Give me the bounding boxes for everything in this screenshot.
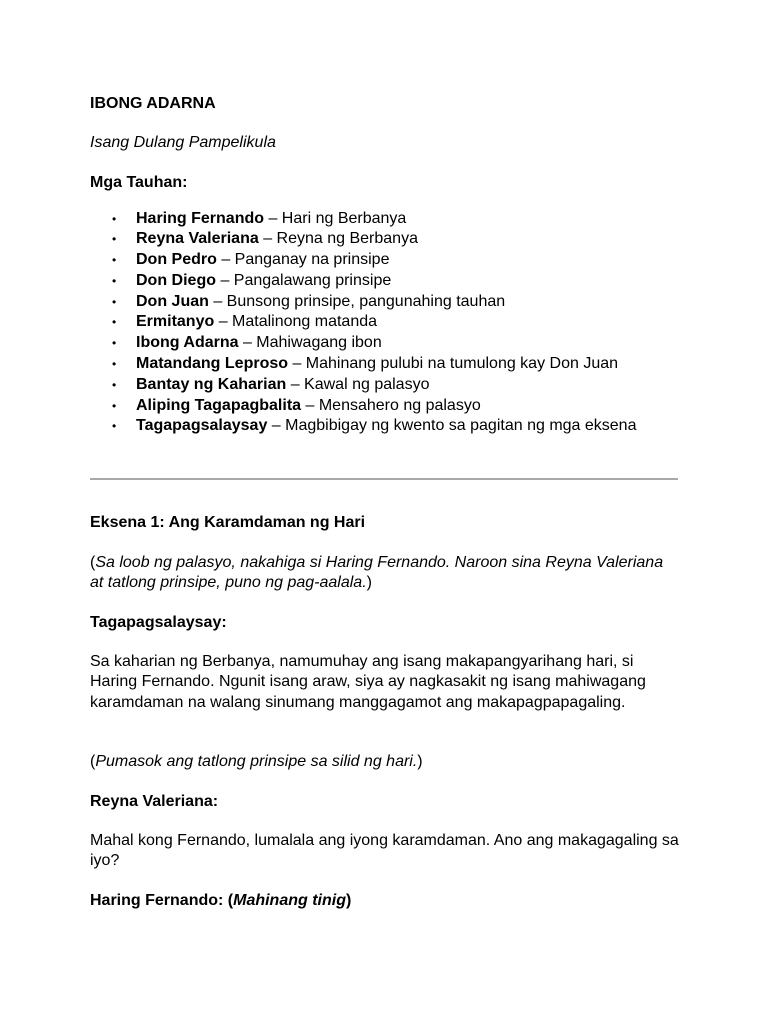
document-title: IBONG ADARNA	[90, 95, 216, 112]
cast-description: – Hari ng Berbanya	[264, 209, 407, 227]
cast-description: – Matalinong matanda	[214, 313, 378, 331]
dialogue-line: Sa kaharian ng Berbanya, namumuhay ang isang makapangyarihang hari, si Haring Fernando. Ngunit isang araw, siya ay nagkasakit ng isang mahiwagang karamdaman na walang sinumang manggagamot ang makapagpapagaling.	[90, 652, 646, 712]
direction-open: (	[90, 553, 96, 571]
dialogue-line: Mahal kong Fernando, lumalala ang iyong karamdaman. Ano ang makagagaling sa iyo?	[90, 831, 679, 870]
bullet-icon: •	[112, 253, 117, 268]
cast-name: Matandang Leproso	[136, 355, 289, 373]
speaker-name: Haring Fernando: (	[90, 891, 234, 909]
cast-item	[90, 312, 680, 333]
bullet-icon: •	[112, 315, 117, 330]
bullet-icon: •	[112, 377, 117, 392]
cast-heading: Mga Tauhan:	[90, 174, 188, 191]
direction-close: )	[366, 574, 372, 592]
cast-description: – Mahiwagang ibon	[238, 334, 382, 352]
cast-name: Don Juan	[136, 292, 209, 310]
speaker-label	[90, 891, 680, 912]
direction-text: Sa loob ng palasyo, nakahiga si Haring Fernando. Naroon sina Reyna Valeriana at tatlong prinsipe, puno ng pag-aalala.	[90, 553, 664, 592]
cast-item	[90, 271, 680, 292]
cast-name: Haring Fernando	[136, 209, 265, 227]
cast-item	[90, 209, 680, 230]
cast-name: Tagapagsalaysay	[136, 417, 268, 435]
cast-description: – Magbibigay ng kwento sa pagitan ng mga eksena	[267, 417, 637, 435]
bullet-icon: •	[112, 336, 117, 351]
cast-name: Reyna Valeriana	[136, 230, 259, 248]
horizontal-divider	[90, 478, 678, 480]
cast-description: – Pangalawang prinsipe	[216, 271, 392, 289]
cast-item	[90, 229, 680, 250]
cast-name: Aliping Tagapagbalita	[136, 396, 302, 414]
cast-item	[90, 292, 680, 313]
bullet-icon: •	[112, 294, 117, 309]
stage-direction	[90, 553, 680, 595]
speaker-label: Tagapagsalaysay:	[90, 613, 227, 631]
bullet-icon: •	[112, 211, 117, 226]
document-subtitle: Isang Dulang Pampelikula	[90, 134, 276, 151]
cast-description: – Panganay na prinsipe	[216, 251, 390, 269]
speaker-label: Reyna Valeriana:	[90, 792, 219, 810]
cast-description: – Mahinang pulubi na tumulong kay Don Juan	[288, 355, 619, 373]
cast-item	[90, 416, 680, 437]
direction-close: )	[417, 752, 423, 770]
cast-description: – Kawal ng palasyo	[286, 375, 430, 393]
cast-list	[90, 209, 680, 438]
bullet-icon: •	[112, 398, 117, 413]
cast-description: – Reyna ng Berbanya	[258, 230, 418, 248]
cast-name: Bantay ng Kaharian	[136, 375, 287, 393]
bullet-icon: •	[112, 232, 117, 247]
bullet-icon: •	[112, 419, 117, 434]
cast-item	[90, 250, 680, 271]
cast-name: Don Pedro	[136, 251, 217, 269]
cast-item	[90, 396, 680, 417]
bullet-icon: •	[112, 273, 117, 288]
cast-description: – Bunsong prinsipe, pangunahing tauhan	[208, 292, 506, 310]
cast-item	[90, 333, 680, 354]
cast-name: Ermitanyo	[136, 313, 215, 331]
cast-description: – Mensahero ng palasyo	[301, 396, 481, 414]
cast-name: Ibong Adarna	[136, 334, 239, 352]
scene-heading: Eksena 1: Ang Karamdaman ng Hari	[90, 513, 366, 531]
cast-name: Don Diego	[136, 271, 216, 289]
speaker-note: Mahinang tinig	[233, 891, 346, 909]
cast-item	[90, 375, 680, 396]
cast-item	[90, 354, 680, 375]
direction-text: Pumasok ang tatlong prinsipe sa silid ng hari.	[95, 752, 418, 770]
speaker-note-close: )	[345, 891, 352, 909]
stage-direction	[90, 752, 680, 773]
direction-open: (	[90, 752, 96, 770]
bullet-icon: •	[112, 357, 117, 372]
